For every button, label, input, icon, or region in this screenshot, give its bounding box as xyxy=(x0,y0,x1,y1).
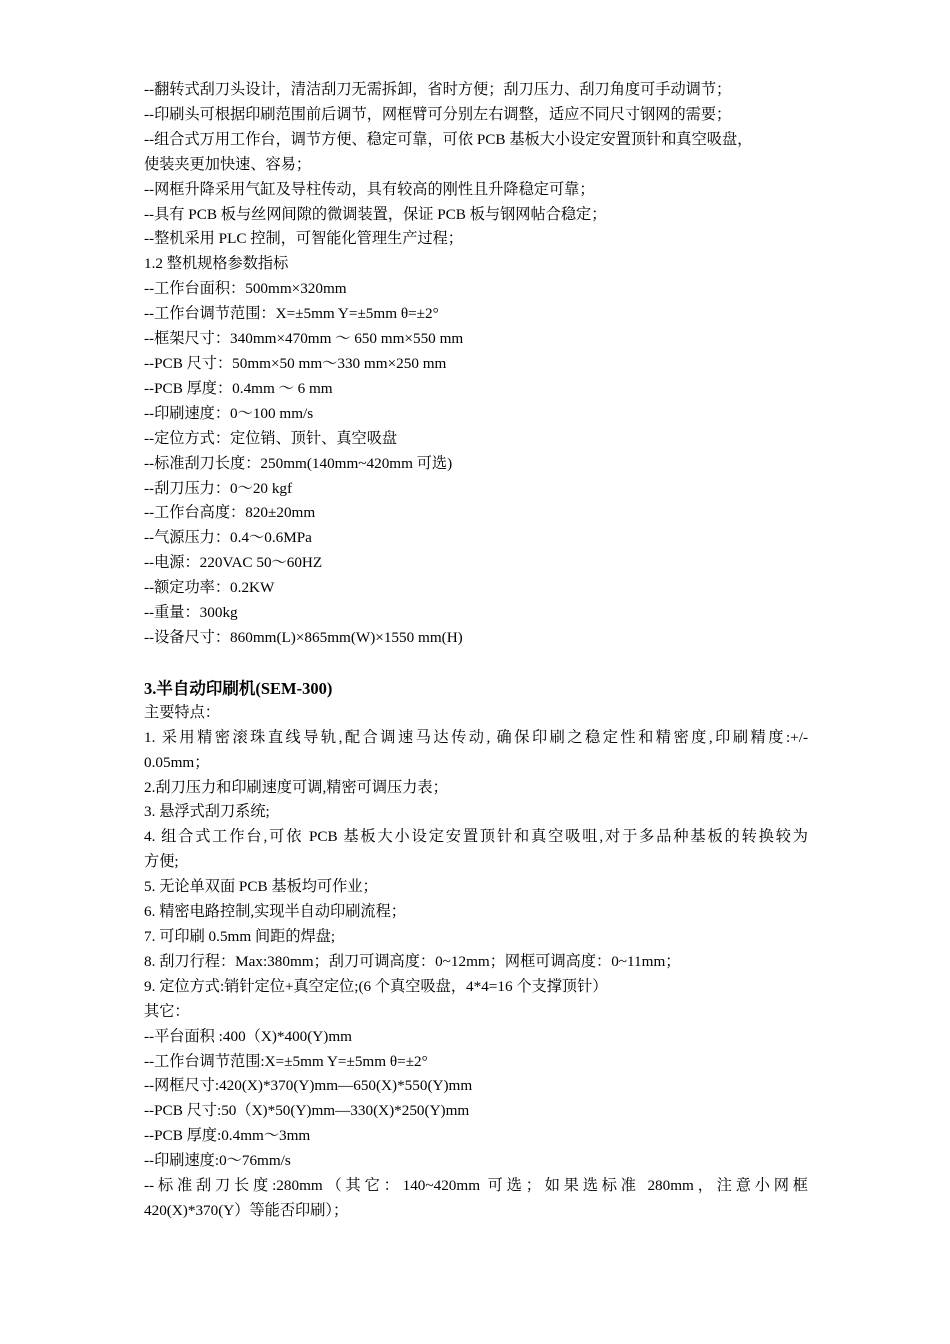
spec-line: --重量：300kg xyxy=(144,604,238,622)
spec-line: --标准刮刀长度：250mm(140mm~420mm 可选) xyxy=(144,454,453,472)
feature-item-7: 7. 可印刷 0.5mm 间距的焊盘; xyxy=(144,928,336,945)
feature-item-3: 3. 悬浮式刮刀系统; xyxy=(144,803,270,821)
spec-line: --额定功率：0.2KW xyxy=(144,579,275,597)
feature-line: --网框升降采用气缸及导柱传动，具有较高的刚性且升降稳定可靠； xyxy=(144,180,595,198)
other-spec-line: --PCB 厚度:0.4mm～3mm xyxy=(144,1127,311,1145)
feature-item-6: 6. 精密电路控制,实现半自动印刷流程； xyxy=(144,903,406,921)
spec-line: --电源：220VAC 50～60HZ xyxy=(144,554,323,572)
spec-section-title: 1.2 整机规格参数指标 xyxy=(144,255,289,273)
other-spec-line: --网框尺寸:420(X)*370(Y)mm—650(X)*550(Y)mm xyxy=(144,1077,473,1095)
spec-line: --印刷速度：0～100 mm/s xyxy=(144,404,314,422)
other-spec-line: --PCB 尺寸:50（X)*50(Y)mm—330(X)*250(Y)mm xyxy=(144,1102,470,1120)
spec-line: --PCB 厚度：0.4mm ～ 6 mm xyxy=(144,379,333,397)
document-page xyxy=(144,78,808,1224)
feature-item-4-line2: 方便; xyxy=(144,853,179,871)
spec-line: --工作台面积：500mm×320mm xyxy=(144,280,347,298)
spec-line: --PCB 尺寸：50mm×50 mm～330 mm×250 mm xyxy=(144,354,447,372)
feature-line: --整机采用 PLC 控制，可智能化管理生产过程； xyxy=(144,230,463,248)
feature-line: --具有 PCB 板与丝网间隙的微调装置，保证 PCB 板与钢网帖合稳定； xyxy=(144,205,607,223)
feature-item-4-line1: 4. 组合式工作台,可依 PCB 基板大小设定安置顶针和真空吸咀,对于多品种基板的转换较为 xyxy=(144,828,808,846)
other-spec-line: --印刷速度:0～76mm/s xyxy=(144,1152,291,1170)
feature-item-1-line2: 0.05mm； xyxy=(144,753,210,771)
section2-specs xyxy=(144,277,808,651)
feature-item-1-line1: 1. 采用精密滚珠直线导轨,配合调速马达传动, 确保印刷之稳定性和精密度,印刷精度:+/- xyxy=(144,728,808,746)
section2-features xyxy=(144,78,808,252)
feature-line: 使装夹更加快速、容易； xyxy=(144,155,312,173)
spec-line: --气源压力：0.4～0.6MPa xyxy=(144,529,312,547)
feature-item-9: 9. 定位方式:销针定位+真空定位;(6 个真空吸盘，4*4=16 个支撑顶针） xyxy=(144,977,608,995)
spec-line: --工作台高度：820±20mm xyxy=(144,504,316,522)
other-spec-line: --平台面积 :400（X)*400(Y)mm xyxy=(144,1027,352,1045)
spec-line: --定位方式：定位销、顶针、真空吸盘 xyxy=(144,429,398,447)
feature-item-2: 2.刮刀压力和印刷速度可调,精密可调压力表； xyxy=(144,778,448,796)
feature-item-5: 5. 无论单双面 PCB 基板均可作业； xyxy=(144,878,378,896)
spec-line: --工作台调节范围：X=±5mm Y=±5mm θ=±2° xyxy=(144,305,439,323)
section3-features xyxy=(144,726,808,1000)
section-spacer xyxy=(144,651,808,676)
feature-line: --组合式万用工作台，调节方便、稳定可靠，可依 PCB 基板大小设定安置顶针和真空吸盘， xyxy=(144,130,753,148)
other-spec-line: --工作台调节范围:X=±5mm Y=±5mm θ=±2° xyxy=(144,1052,428,1070)
section3-heading: 3.半自动印刷机(SEM-300) xyxy=(144,678,333,698)
other-spec-line-squeegee-2: 420(X)*370(Y）等能否印刷）； xyxy=(144,1201,349,1219)
feature-item-8: 8. 刮刀行程：Max:380mm；刮刀可调高度：0~12mm；网框可调高度：0~11mm； xyxy=(144,952,681,970)
spec-line: --设备尺寸：860mm(L)×865mm(W)×1550 mm(H) xyxy=(144,628,463,646)
feature-line: --印刷头可根据印刷范围前后调节，网框臂可分别左右调整，适应不同尺寸钢网的需要； xyxy=(144,105,732,123)
spec-line: --刮刀压力：0～20 kgf xyxy=(144,479,293,497)
feature-line: --翻转式刮刀头设计，清洁刮刀无需拆卸，省时方便；刮刀压力、刮刀角度可手动调节； xyxy=(144,81,732,98)
other-spec-line-squeegee-1: --标准刮刀长度:280mm（其它：140~420mm 可选；如果选标准 280mm，注意小网框 xyxy=(144,1177,808,1195)
features-label: 主要特点： xyxy=(144,703,220,721)
others-label: 其它： xyxy=(144,1002,190,1020)
spec-line: --框架尺寸：340mm×470mm ～ 650 mm×550 mm xyxy=(144,330,464,348)
section3-others xyxy=(144,1025,808,1224)
